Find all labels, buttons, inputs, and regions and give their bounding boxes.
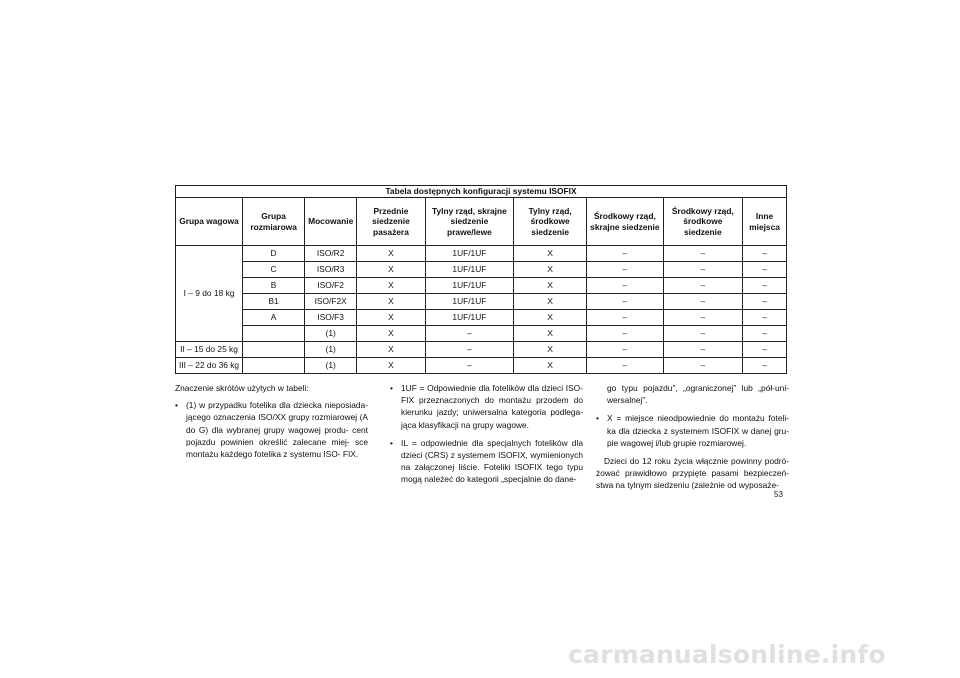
size-cell: D: [243, 246, 305, 262]
mount-cell: ISO/F2X: [305, 294, 357, 310]
bullet-icon: •: [175, 400, 178, 411]
value-cell: 1UF/1UF: [425, 294, 514, 310]
mount-cell: ISO/F3: [305, 310, 357, 326]
header-rear-outboard: Tylny rząd, skrajne siedzenie prawe/lewe: [425, 198, 514, 246]
legend-item: [390, 437, 583, 486]
value-cell: –: [663, 278, 743, 294]
bullet-icon: •: [596, 413, 599, 424]
legend-item-text: X = miejsce nieodpowiednie do montażu foteli- ka dla dziecka z systemem ISOFIX w danej gru- pie wagowej i/lub grupie rozmiarowej.: [607, 413, 789, 448]
value-cell: X: [357, 278, 425, 294]
size-cell: B: [243, 278, 305, 294]
isofix-table: [175, 185, 787, 374]
size-cell: A: [243, 310, 305, 326]
legend-item: [390, 382, 583, 431]
value-cell: X: [514, 310, 587, 326]
value-cell: –: [425, 326, 514, 342]
text-column-3: [596, 382, 789, 498]
size-cell: [243, 326, 305, 342]
value-cell: X: [514, 326, 587, 342]
value-cell: X: [514, 294, 587, 310]
value-cell: X: [357, 326, 425, 342]
value-cell: –: [743, 246, 787, 262]
weight-group-cell: I – 9 do 18 kg: [176, 246, 243, 342]
header-size-group: Grupa rozmiarowa: [243, 198, 305, 246]
value-cell: –: [743, 310, 787, 326]
value-cell: –: [587, 294, 663, 310]
text-column-1: [175, 382, 368, 466]
value-cell: –: [663, 246, 743, 262]
value-cell: X: [514, 246, 587, 262]
header-other: Inne miejsca: [743, 198, 787, 246]
size-cell: [243, 342, 305, 358]
value-cell: X: [357, 358, 425, 374]
value-cell: X: [357, 310, 425, 326]
mount-cell: (1): [305, 342, 357, 358]
value-cell: –: [663, 310, 743, 326]
value-cell: –: [425, 342, 514, 358]
table-row: [176, 358, 787, 374]
legend-intro: Znaczenie skrótów użytych w tabeli:: [175, 383, 309, 393]
value-cell: –: [587, 342, 663, 358]
table-row: [176, 246, 787, 262]
header-rear-center: Tylny rząd, środkowe siedzenie: [514, 198, 587, 246]
bullet-icon: •: [390, 437, 393, 448]
header-middle-outboard: Środkowy rząd, skrajne siedzenie: [587, 198, 663, 246]
header-middle-center: Środkowy rząd, środkowe siedzenie: [663, 198, 743, 246]
weight-group-cell: III – 22 do 36 kg: [176, 358, 243, 374]
value-cell: –: [743, 358, 787, 374]
legend-item-text: IL = odpowiednie dla specjalnych fotelików dla dzieci (CRS) z systemem ISOFIX, wymienionych na załączonej liście. Foteliki ISOFIX tego typu mogą należeć do kategorii „specjalnie do dane-: [401, 437, 583, 485]
value-cell: –: [743, 278, 787, 294]
legend-item: [596, 412, 789, 449]
body-paragraph: Dzieci do 12 roku życia włącznie powinny podró- żować prawidłowo przypięte pasami bezpieczeń- stwa na tylnym siedzeniu (zależnie od wyposaże-: [596, 456, 789, 491]
value-cell: 1UF/1UF: [425, 246, 514, 262]
value-cell: –: [663, 342, 743, 358]
weight-group-cell: II – 15 do 25 kg: [176, 342, 243, 358]
header-weight-group: Grupa wagowa: [176, 198, 243, 246]
value-cell: –: [743, 294, 787, 310]
value-cell: –: [425, 358, 514, 374]
value-cell: X: [514, 262, 587, 278]
value-cell: 1UF/1UF: [425, 310, 514, 326]
value-cell: –: [663, 294, 743, 310]
value-cell: 1UF/1UF: [425, 278, 514, 294]
value-cell: 1UF/1UF: [425, 262, 514, 278]
value-cell: –: [587, 278, 663, 294]
legend-item-text: 1UF = Odpowiednie dla fotelików dla dzieci ISO- FIX przeznaczonych do montażu przodem do kierunku jazdy; uniwersalna kategoria podlega- jąca klasyfikacji na grupy wagowe.: [401, 383, 583, 430]
value-cell: X: [357, 342, 425, 358]
table-row: [176, 262, 787, 278]
table-row: [176, 342, 787, 358]
mount-cell: ISO/R2: [305, 246, 357, 262]
size-cell: B1: [243, 294, 305, 310]
mount-cell: (1): [305, 358, 357, 374]
value-cell: –: [743, 326, 787, 342]
table-row: [176, 294, 787, 310]
size-cell: [243, 358, 305, 374]
value-cell: X: [357, 246, 425, 262]
value-cell: –: [587, 310, 663, 326]
value-cell: X: [357, 262, 425, 278]
value-cell: –: [663, 262, 743, 278]
value-cell: X: [357, 294, 425, 310]
value-cell: X: [514, 278, 587, 294]
table-row: [176, 310, 787, 326]
value-cell: –: [587, 358, 663, 374]
legend-item-text: (1) w przypadku fotelika dla dziecka nieposiada- jącego oznaczenia ISO/XX grupy rozmiarowej (A do G) dla wybranej grupy wagowej produ- cent pojazdu powinien określić zalecane miej- sce montażu każdego fotelika z systemu ISO- FIX.: [186, 400, 368, 460]
page-number: 53: [774, 490, 783, 499]
watermark: carmanualsonline.info: [568, 640, 886, 669]
value-cell: –: [663, 326, 743, 342]
table-title: Tabela dostępnych konfiguracji systemu ISOFIX: [176, 186, 787, 198]
legend-item-continuation: go typu pojazdu”, „ograniczonej” lub „pół-uni- wersalnej”.: [607, 383, 789, 406]
value-cell: –: [743, 262, 787, 278]
text-column-2: [390, 382, 583, 492]
value-cell: –: [663, 358, 743, 374]
size-cell: C: [243, 262, 305, 278]
legend-item: [175, 399, 368, 460]
value-cell: –: [587, 246, 663, 262]
mount-cell: (1): [305, 326, 357, 342]
bullet-icon: •: [390, 383, 393, 393]
value-cell: –: [587, 262, 663, 278]
table-row: [176, 278, 787, 294]
table-row: [176, 326, 787, 342]
mount-cell: ISO/F2: [305, 278, 357, 294]
value-cell: X: [514, 342, 587, 358]
value-cell: –: [587, 326, 663, 342]
value-cell: X: [514, 358, 587, 374]
header-front-passenger: Przednie siedzenie pasażera: [357, 198, 425, 246]
value-cell: –: [743, 342, 787, 358]
header-mounting: Mocowanie: [305, 198, 357, 246]
mount-cell: ISO/R3: [305, 262, 357, 278]
